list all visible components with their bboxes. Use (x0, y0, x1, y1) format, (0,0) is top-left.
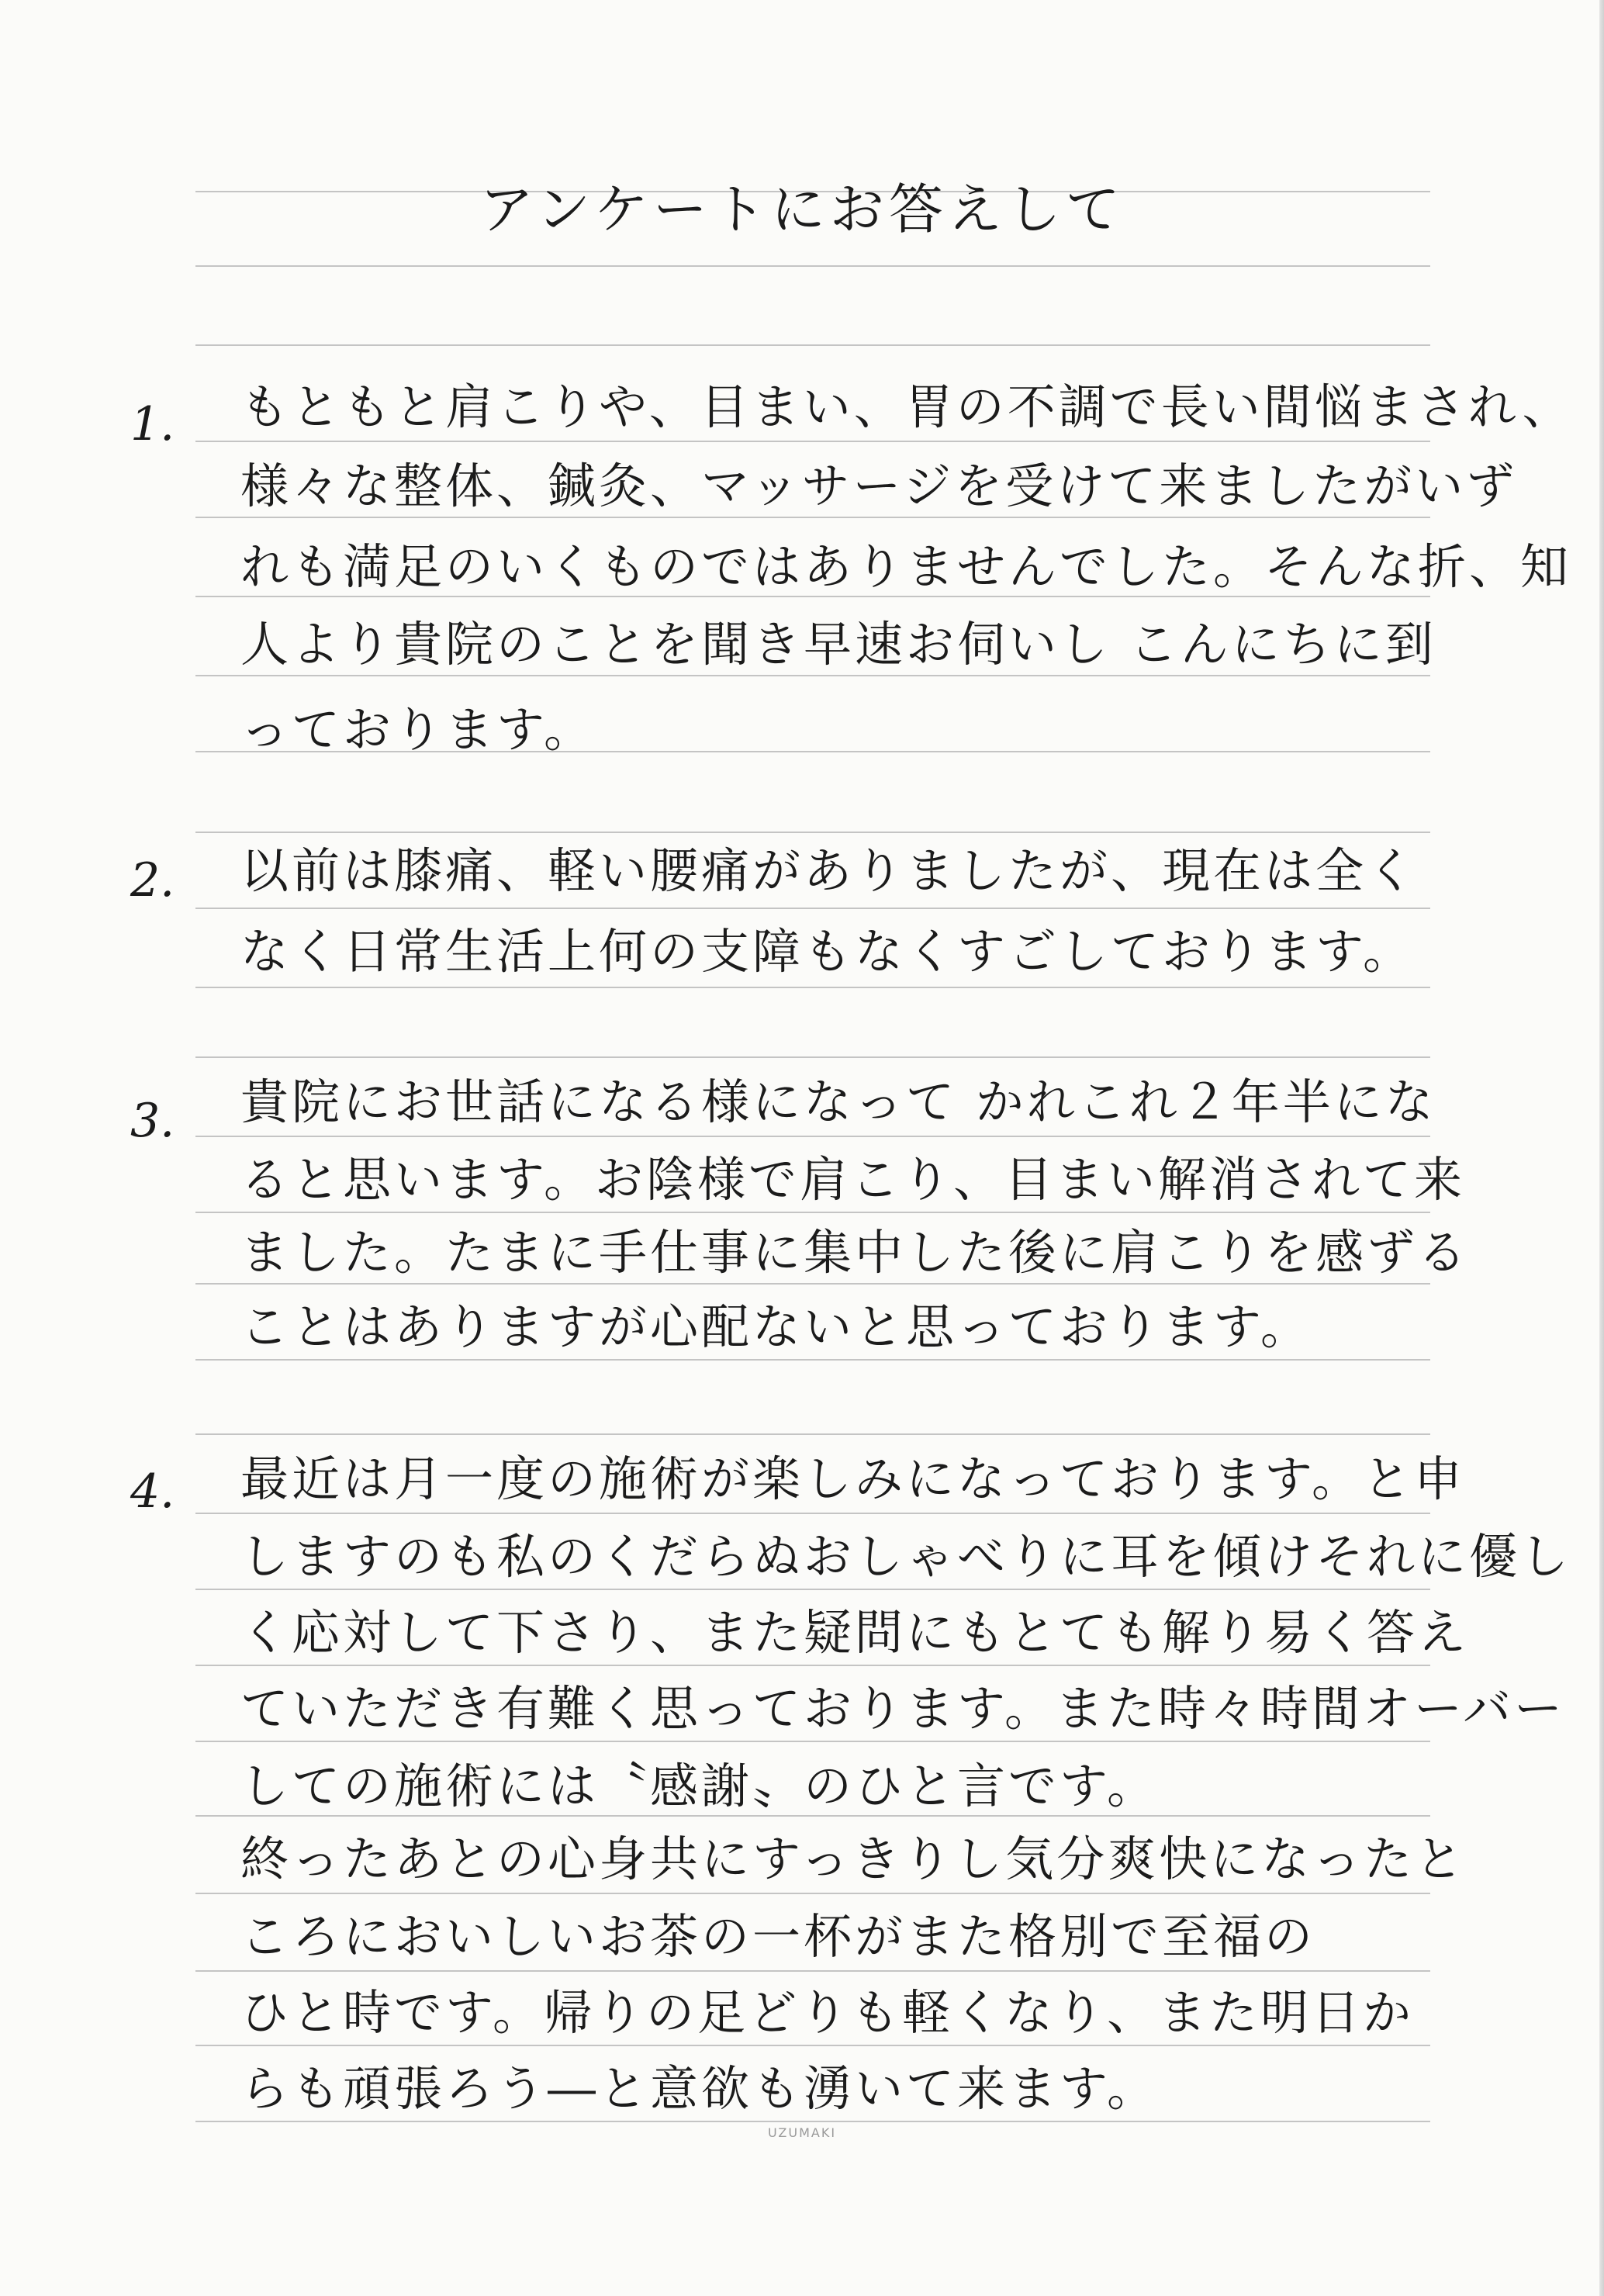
answer-line: 人より貴院のことを聞き早速お伺いし こんにちに到 (240, 616, 1436, 673)
ruled-line (195, 908, 1430, 909)
ruled-line (195, 1815, 1430, 1817)
ruled-line (195, 1212, 1430, 1213)
answer-line: らも頑張ろう―と意欲も湧いて来ます。 (240, 2060, 1159, 2117)
ruled-line (195, 1056, 1430, 1058)
item-number: 3. (130, 1094, 175, 1148)
ruled-line (195, 441, 1430, 442)
ruled-line (195, 987, 1430, 988)
item-number: 2. (130, 853, 175, 908)
answer-line: 様々な整体、鍼灸、マッサージを受けて来ましたがいず (240, 458, 1518, 514)
ruled-line (195, 344, 1430, 346)
answer-line: ころにおいしいお茶の一杯がまた格別で至福の (240, 1908, 1316, 1965)
answer-line: ました。たまに手仕事に集中した後に肩こりを感ずる (240, 1224, 1470, 1281)
answer-line: 貴院にお世話になる様になって かれこれ２年半にな (240, 1074, 1436, 1130)
answer-line: っております。 (240, 701, 596, 758)
answer-line: 終ったあとの心身共にすっきりし気分爽快になったと (240, 1831, 1467, 1887)
paper-brand-mark: UZUMAKI (767, 2125, 837, 2140)
ruled-line (195, 517, 1430, 518)
ruled-line (195, 265, 1430, 267)
ruled-line (195, 2121, 1430, 2122)
answer-line: 最近は月一度の施術が楽しみになっております。と申 (240, 1451, 1466, 1507)
ruled-line (195, 832, 1430, 833)
ruled-line (195, 1136, 1430, 1137)
ruled-line (195, 1283, 1430, 1285)
ruled-line (195, 1513, 1430, 1514)
ruled-line (195, 1359, 1430, 1361)
ruled-line (195, 1589, 1430, 1590)
ruled-line (195, 1741, 1430, 1742)
ruled-line (195, 596, 1430, 597)
answer-line: しますのも私のくだらぬおしゃべりに耳を傾けそれに優し (240, 1528, 1572, 1585)
page-title: アンケートにお答えして (479, 178, 1125, 241)
ruled-line (195, 1893, 1430, 1894)
ruled-line (195, 1970, 1430, 1972)
answer-line: 以前は膝痛、軽い腰痛がありましたが、現在は全く (240, 842, 1419, 899)
answer-line: ことはありますが心配ないと思っております。 (240, 1298, 1312, 1355)
answer-line: ひと時です。帰りの足どりも軽くなり、また明日か (240, 1984, 1415, 2041)
answer-line: しての施術には〝感謝〟のひと言です。 (240, 1758, 1159, 1814)
ruled-line (195, 1433, 1430, 1435)
answer-line: もともと肩こりや、目まい、胃の不調で長い間悩まされ、 (240, 379, 1574, 435)
answer-line: ていただき有難く思っております。また時々時間オーバー (240, 1680, 1565, 1737)
page-edge (1599, 0, 1604, 2296)
ruled-line (195, 675, 1430, 676)
ruled-line (195, 1665, 1430, 1666)
answer-line: く応対して下さり、また疑問にもとても解り易く答え (240, 1604, 1470, 1661)
item-number: 4. (130, 1464, 175, 1519)
item-number: 1. (130, 397, 175, 451)
answer-line: ると思います。お陰様で肩こり、目まい解消されて来 (240, 1151, 1466, 1208)
ruled-line (195, 2045, 1430, 2046)
answer-line: れも満足のいくものではありませんでした。そんな折、知 (240, 538, 1572, 595)
answer-line: なく日常生活上何の支障もなくすごしております。 (240, 923, 1415, 980)
